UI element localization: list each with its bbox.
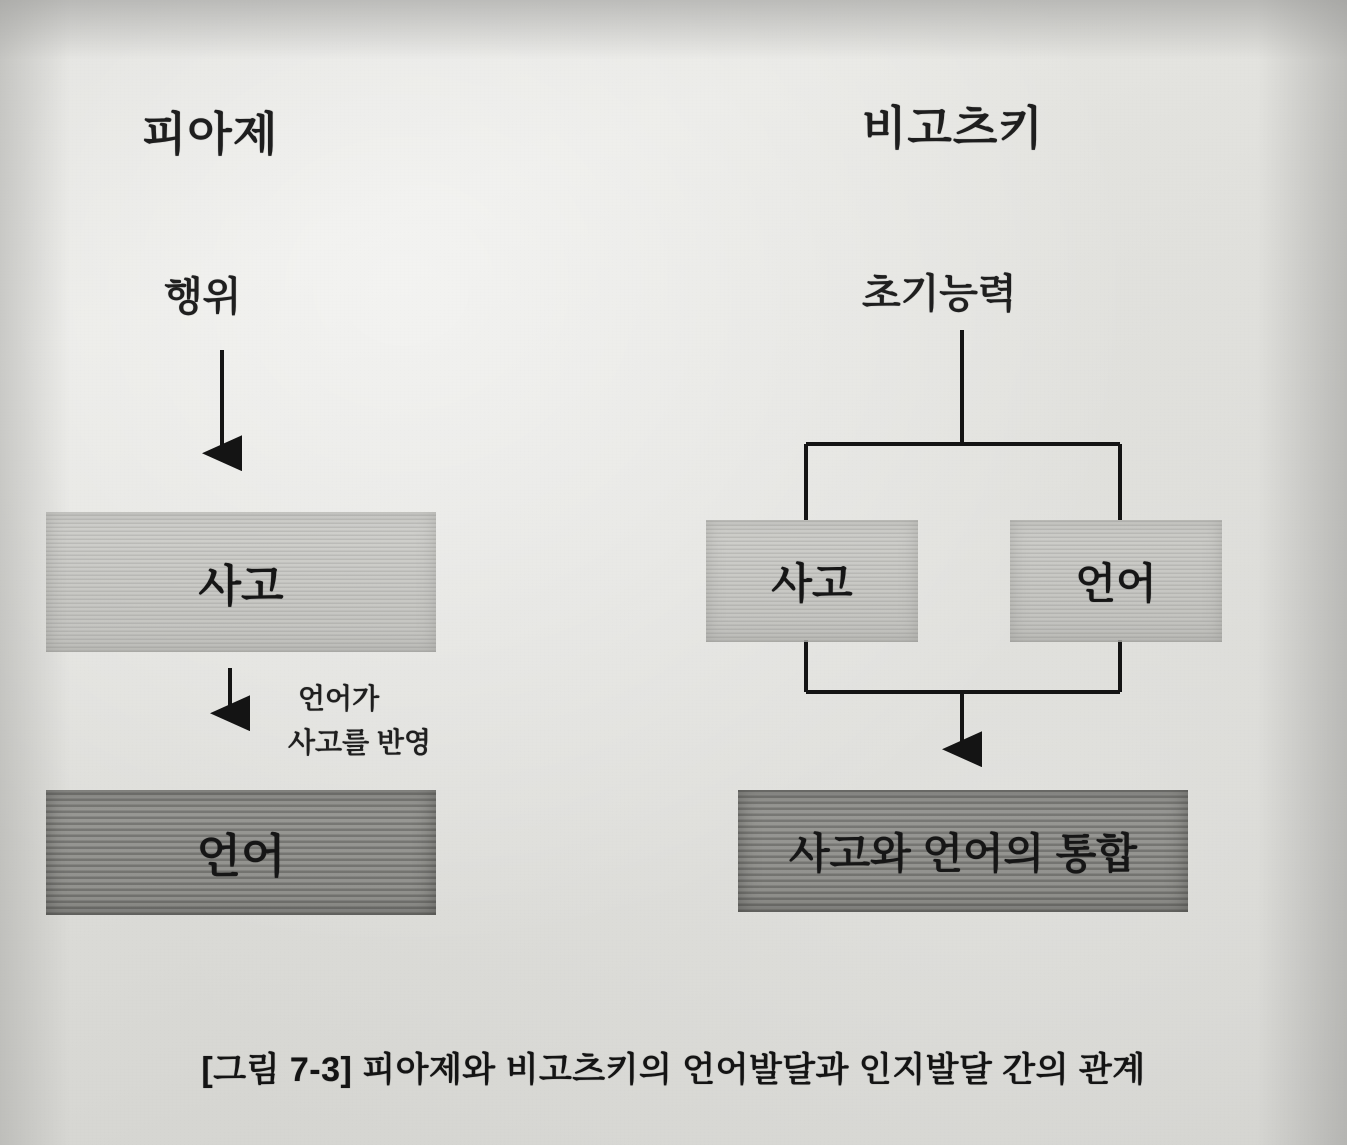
node-thought-piaget: 사고 <box>46 512 436 652</box>
figure-caption: [그림 7-3] 피아제와 비고츠키의 언어발달과 인지발달 간의 관계 <box>201 1051 1146 1089</box>
node-language-piaget: 언어 <box>46 790 436 915</box>
node-action: 행위 <box>164 275 242 319</box>
page-shadow-top <box>0 0 1347 60</box>
column-title-piaget: 피아제 <box>142 108 279 160</box>
node-language-vygotsky: 언어 <box>1010 520 1222 642</box>
node-initial-ability: 초기능력 <box>862 272 1017 316</box>
node-thought-vygotsky: 사고 <box>706 520 918 642</box>
edge-note-line2: 사고를 반영 <box>288 727 432 758</box>
node-integration: 사고와 언어의 통합 <box>738 790 1188 912</box>
edge-note-line1: 언어가 <box>298 683 380 714</box>
column-title-vygotsky: 비고츠키 <box>862 102 1044 154</box>
page-shadow-right <box>1257 0 1347 1145</box>
